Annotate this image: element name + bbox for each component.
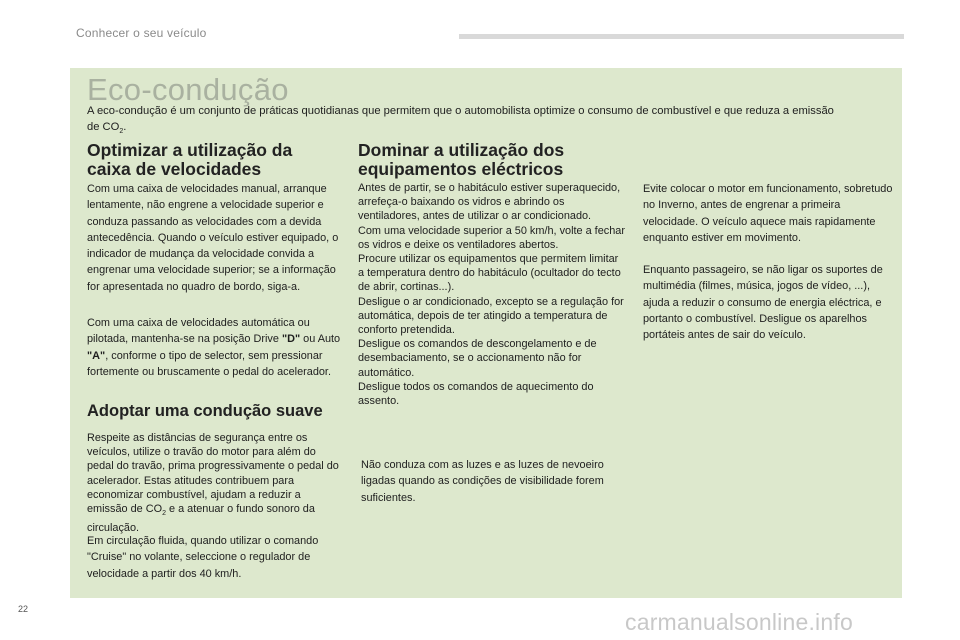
electrical-paragraph-1: Antes de partir, se o habitáculo estiver superaquecido, arrefeça-o baixando os vidros e abrindo os ventiladores, antes de utilizar o ar condicionado. Com uma velocidade superior a 50 km/h, volte a fechar os vidros e deixe os ventiladores abertos. Procure utilizar os equipamentos que permitem limitar a temperatura dentro do habitáculo (ocultador do tecto de abrir, cortinas...). Desligue o ar condicionado, excepto se a regulação for automática, depois de ter atingido a temperatura de conforto pretendida. Desligue os comandos de descongelamento e de desembaciamento, se o accionamento não for automático. Desligue todos os comandos de aquecimento do assento. [358,182,625,408]
watermark: carmanualsonline.info [625,609,853,635]
drive-mode-label: "D" [281,333,301,346]
driving-p1-text-1: Respeite as distâncias de segurança entre os veículos, utilize o travão do motor para além do pedal do travão, prima progressivamente o pedal do acelerador. Estas atitudes contribuem para economizar combustível, ajudam a reduzir a emissão de CO [87,432,339,516]
intro-paragraph [87,103,847,140]
electrical-paragraph-2: Não conduza com as luzes e as luzes de nevoeiro ligadas quando as condições de visibilidade forem suficientes. [361,459,604,504]
gearbox-p2-text-2: ou Auto [300,333,341,346]
driving-paragraph-2: Em circulação fluida, quando utilizar o comando "Cruise" no volante, seleccione o regulador de velocidade a partir dos 40 km/h. [87,535,319,580]
header-divider [459,34,904,39]
driving-paragraph-1 [87,431,342,536]
section-header: Conhecer o seu veículo [76,26,207,40]
gearbox-paragraph-2 [87,315,342,380]
gearbox-p2-text-3: , conforme o tipo de selector, sem pressionar fortemente ou bruscamente o pedal do acelerador. [87,349,331,378]
electrical-paragraph-3: Evite colocar o motor em funcionamento, sobretudo no Inverno, antes de engrenar a primeira velocidade. O veículo aquece mais rapidamente enquanto estiver em movimento. [643,183,893,244]
electrical-paragraph-4: Enquanto passageiro, se não ligar os suportes de multimédia (filmes, música, jogos de vídeo, ...), ajuda a reduzir o consumo de energia eléctrica, e portanto o combustível. Desligue os aparelhos portáteis antes de sair do veículo. [643,264,883,342]
gearbox-paragraph-1: Com uma caixa de velocidades manual, arranque lentamente, não engrene a velocidade superior e conduza passando as velocidades com a devida antecedência. Quando o veículo estiver equipado, o indicador de mudança da velocidade convida a engrenar uma velocidade superior; se a informação for apresentada no quadro de bordo, siga-a. [87,183,339,293]
page-number: 22 [18,604,29,614]
auto-mode-label: "A" [87,349,106,362]
intro-text-end: . [123,121,127,133]
gearbox-p2-text-1: Com uma caixa de velocidades automática ou pilotada, mantenha-se na posição Drive [87,317,310,346]
page-title: Eco-condução [87,72,289,107]
heading-smooth-driving: Adoptar uma condução suave [87,402,323,420]
driving-p1-text-2: e a atenuar o fundo sonoro da circulação. [87,503,315,535]
intro-subscript: 2 [119,128,124,136]
driving-p1-subscript: 2 [162,510,166,518]
heading-gearbox: Optimizar a utilização da caixa de velocidades [87,140,293,179]
intro-text: A eco-condução é um conjunto de práticas quotidianas que permitem que o automobilista optimize o consumo de combustível e que reduza a emissão de CO [87,105,834,133]
heading-electrical: Dominar a utilização dos equipamentos eléctricos [358,140,565,179]
